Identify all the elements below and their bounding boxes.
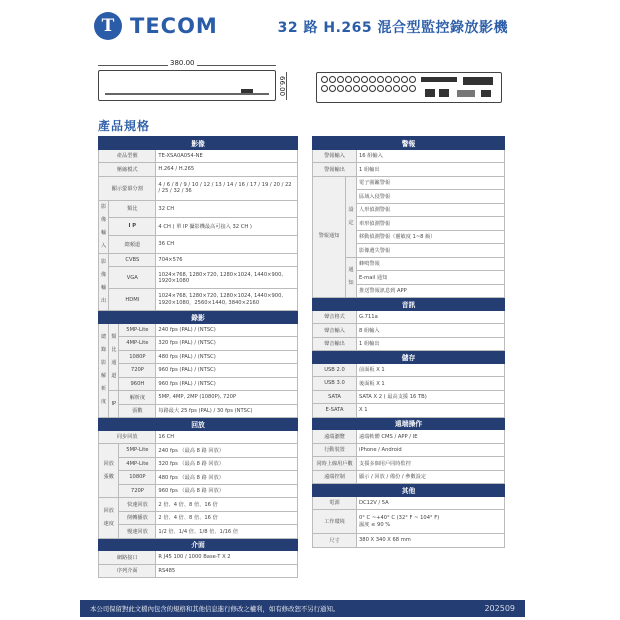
speed-row-value: 1/2 倍、1/4 倍、1/8 倍、1/16 倍: [156, 525, 298, 539]
aout-label: 警報輸出: [313, 163, 357, 177]
alarm-set-item: 移動偵測警報（靈敏度 1~8 級）: [357, 230, 505, 244]
net-label: 網路接口: [99, 551, 156, 565]
hdmi-value-2: 1920×1080，2560×1440, 3840×2160: [158, 300, 260, 306]
model-label: 產品型號: [99, 149, 156, 163]
vga-value-1: 1024×768, 1280×720, 1280×1024, 1440×900,: [158, 271, 284, 278]
comp-value: H.264 / H.265: [156, 163, 298, 177]
rec-row-label: 960H: [119, 377, 156, 391]
fps-label: 張數: [119, 404, 156, 418]
speed-row-label: 慢速回放: [119, 525, 156, 539]
bnc-connector-icon: [345, 76, 352, 83]
fps-value: 每路最大 25 fps (PAL) / 30 fps (NTSC): [156, 404, 298, 418]
mob-label: 行動裝置: [313, 443, 357, 457]
env-value-1: 0° C ~+40° C (32° F ~ 104° F): [359, 515, 440, 521]
rec-row-value: 320 fps (PAL) / (NTSC): [156, 337, 298, 351]
other-header: 其他: [313, 484, 505, 497]
notify-side: 通知: [346, 257, 357, 298]
rc-value: 顯示 / 回放 / 備份 / 參數設定: [357, 470, 505, 484]
play-row-label: 4MP-Lite: [119, 457, 156, 471]
esata-value: X 1: [357, 404, 505, 418]
alarm-set-item: 人形偵測警報: [357, 203, 505, 217]
bnc-connector-icon: [409, 85, 416, 92]
rec-side: 總錄影解析度: [99, 323, 109, 418]
rec-row-label: 4MP-Lite: [119, 337, 156, 351]
bnc-connector-icon: [361, 76, 368, 83]
dvr-back-drawing: [316, 72, 502, 103]
rec-row-value: 960 fps (PAL) / (NTSC): [156, 364, 298, 378]
bnc-connector-icon: [369, 85, 376, 92]
ip-side: IP: [109, 391, 119, 418]
bnc-connector-icon: [353, 85, 360, 92]
afmt-label: 聲音格式: [313, 310, 357, 324]
esata-label: E-SATA: [313, 404, 357, 418]
multi-label: 同時上線用戶數: [313, 457, 357, 471]
serial-value: RS485: [156, 564, 298, 578]
bnc-connector-icon: [377, 85, 384, 92]
mob-value: iPhone / Android: [357, 443, 505, 457]
net-value: R J45 100 / 1000 Base-T X 2: [156, 551, 298, 565]
dvr-front-drawing: [98, 70, 276, 101]
bnc-connector-icon: [401, 76, 408, 83]
bnc-connector-icon: [321, 85, 328, 92]
footer-notice: 本公司保留對此文檔內包含的規格和其他信息進行修改之權利，如有修改恕不另行通知。: [90, 605, 340, 613]
hdmi-value-1: 1024×768, 1280×720, 1280×1024, 1440×900,: [158, 293, 284, 299]
env-value-2: 濕度 ≤ 90 %: [359, 522, 391, 528]
spec-table-right: [312, 136, 505, 548]
bnc-connector-icon: [321, 76, 328, 83]
vout-side: 影像輸出: [99, 253, 109, 311]
alarm-notify-item: 蜂鳴警報: [357, 257, 505, 271]
usb2-value: 前面板 X 1: [357, 363, 505, 377]
split-label: 顯示螢幕分割: [99, 176, 156, 200]
sync-label: 同步回放: [99, 430, 156, 444]
vin-side: 影像輸入: [99, 200, 109, 253]
total-label: 總頻道: [109, 235, 156, 253]
play-row-value: 480 fps （最高 8 路 回放）: [156, 471, 298, 485]
vga-label: VGA: [109, 267, 156, 289]
hdmi-label: HDMI: [109, 289, 156, 311]
afmt-value: G.711a: [357, 310, 505, 324]
size-value: 380 X 340 X 68 mm: [357, 534, 505, 548]
remote-header: 遠端操作: [313, 417, 505, 430]
bnc-connector-icon: [409, 76, 416, 83]
model-value: TE-XSA0A054-NE: [156, 149, 298, 163]
sync-value: 16 CH: [156, 430, 298, 444]
bnc-connector-icon: [377, 76, 384, 83]
serial-label: 序列介面: [99, 564, 156, 578]
product-title: 32 路 H.265 混合型監控錄放影機: [277, 20, 508, 36]
left-spec-table: [98, 136, 298, 578]
footer: [80, 600, 525, 617]
size-label: 尺寸: [313, 534, 357, 548]
ain2-label: 聲音輸入: [313, 324, 357, 338]
bnc-connector-icon: [329, 85, 336, 92]
cvbs-value: 704×576: [156, 253, 298, 267]
set-side: 設定: [346, 176, 357, 257]
right-spec-table: [312, 136, 505, 548]
play-row-value: 240 fps （最高 8 路 回放）: [156, 444, 298, 458]
alarm-set-item: 電子圍籬警報: [357, 176, 505, 190]
ain-value: 16 組輸入: [357, 149, 505, 163]
storage-header: 儲存: [313, 351, 505, 364]
usb2-label: USB 2.0: [313, 363, 357, 377]
analog-side: 類比通道: [109, 323, 119, 391]
height-dimension: [278, 72, 292, 100]
ip-value: 4 CH ( 單 IP 攝影機最高可接入 32 CH ): [156, 218, 298, 236]
logo-mark-icon: T: [94, 12, 122, 40]
rv-label: 遠端瀏覽: [313, 430, 357, 444]
rec-row-value: 960 fps (PAL) / (NTSC): [156, 377, 298, 391]
cvbs-label: CVBS: [109, 253, 156, 267]
comp-label: 壓縮模式: [99, 163, 156, 177]
bnc-connector-icon: [329, 76, 336, 83]
record-header: 錄影: [99, 311, 298, 324]
bnc-connector-icon: [353, 76, 360, 83]
speed-row-value: 2 倍、4 倍、8 倍、16 倍: [156, 498, 298, 512]
alarm-set-item: 車形偵測警報: [357, 217, 505, 231]
brand-logo: [94, 12, 218, 40]
speed-row-label: 倒轉播放: [119, 511, 156, 525]
split-value-2: / 25 / 32 / 36: [158, 188, 192, 194]
ain-label: 警報輸入: [313, 149, 357, 163]
play-row-value: 320 fps （最高 8 路 回放）: [156, 457, 298, 471]
bnc-connector-icon: [337, 76, 344, 83]
width-dimension: [98, 61, 276, 69]
height-label: 66.00: [278, 76, 286, 97]
bnc-connector-icon: [393, 76, 400, 83]
play-side: 回放張數: [99, 444, 119, 498]
analog-value: 32 CH: [156, 200, 298, 218]
alarm-header: 警報: [313, 137, 505, 150]
bnc-connector-icon: [361, 85, 368, 92]
rc-label: 遠端控制: [313, 470, 357, 484]
alarm-set-item: 影像遺失警報: [357, 244, 505, 258]
analog-label: 類比: [109, 200, 156, 218]
iface-header: 介面: [99, 538, 298, 551]
speed-row-label: 快速回放: [119, 498, 156, 512]
usb3-label: USB 3.0: [313, 377, 357, 391]
speed-row-value: 2 倍、4 倍、8 倍、16 倍: [156, 511, 298, 525]
play-row-label: 1080P: [119, 471, 156, 485]
footer-code: 202509: [484, 604, 515, 613]
play-row-label: 720P: [119, 484, 156, 498]
video-header: 影像: [99, 137, 298, 150]
aout2-label: 聲音輸出: [313, 337, 357, 351]
spec-table-left: [98, 136, 298, 578]
alarm-set-item: 區域入侵警報: [357, 190, 505, 204]
rv-value: 遠端軟體 CMS / APP / IE: [357, 430, 505, 444]
sata-value: SATA X 2 ( 最高支援 16 TB): [357, 390, 505, 404]
env-label: 工作環境: [313, 510, 357, 534]
pwr-label: 電源: [313, 496, 357, 510]
bnc-connector-icon: [369, 76, 376, 83]
audio-header: 音訊: [313, 298, 505, 311]
rec-row-value: 240 fps (PAL) / (NTSC): [156, 323, 298, 337]
split-value-1: 4 / 6 / 8 / 9 / 10 / 12 / 13 / 14 / 16 / 17 / 19 / 20 / 22: [158, 182, 292, 188]
play-row-value: 960 fps （最高 8 路 回放）: [156, 484, 298, 498]
res-value: 5MP, 4MP, 2MP (1080P), 720P: [156, 391, 298, 405]
rec-row-label: 720P: [119, 364, 156, 378]
bnc-connector-icon: [337, 85, 344, 92]
rec-row-label: 1080P: [119, 350, 156, 364]
multi-value: 支援多個用戶同時監控: [357, 457, 505, 471]
vga-value-2: 1920×1080: [158, 277, 190, 284]
aout-value: 1 組輸出: [357, 163, 505, 177]
ain2-value: 8 組輸入: [357, 324, 505, 338]
detect-side: 警報通知: [313, 176, 346, 298]
bnc-connector-icon: [385, 76, 392, 83]
pwr-value: DC12V / 5A: [357, 496, 505, 510]
width-label: 380.00: [170, 59, 195, 67]
section-title: 產品規格: [98, 119, 151, 133]
bnc-connector-icon: [385, 85, 392, 92]
bnc-connector-icon: [393, 85, 400, 92]
res-label: 解析度: [119, 391, 156, 405]
alarm-notify-item: 推送警報訊息到 APP: [357, 284, 505, 298]
usb3-value: 後面板 X 1: [357, 377, 505, 391]
alarm-notify-item: E-mail 通知: [357, 271, 505, 285]
play-row-label: 5MP-Lite: [119, 444, 156, 458]
total-value: 36 CH: [156, 235, 298, 253]
aout2-value: 1 組輸出: [357, 337, 505, 351]
speed-side: 回放速度: [99, 498, 119, 539]
sata-label: SATA: [313, 390, 357, 404]
ip-label: I P: [109, 218, 156, 236]
bnc-connector-icon: [345, 85, 352, 92]
rec-row-value: 480 fps (PAL) / (NTSC): [156, 350, 298, 364]
rec-row-label: 5MP-Lite: [119, 323, 156, 337]
logo-text: TECOM: [130, 14, 218, 38]
play-header: 回放: [99, 418, 298, 431]
bnc-connector-icon: [401, 85, 408, 92]
